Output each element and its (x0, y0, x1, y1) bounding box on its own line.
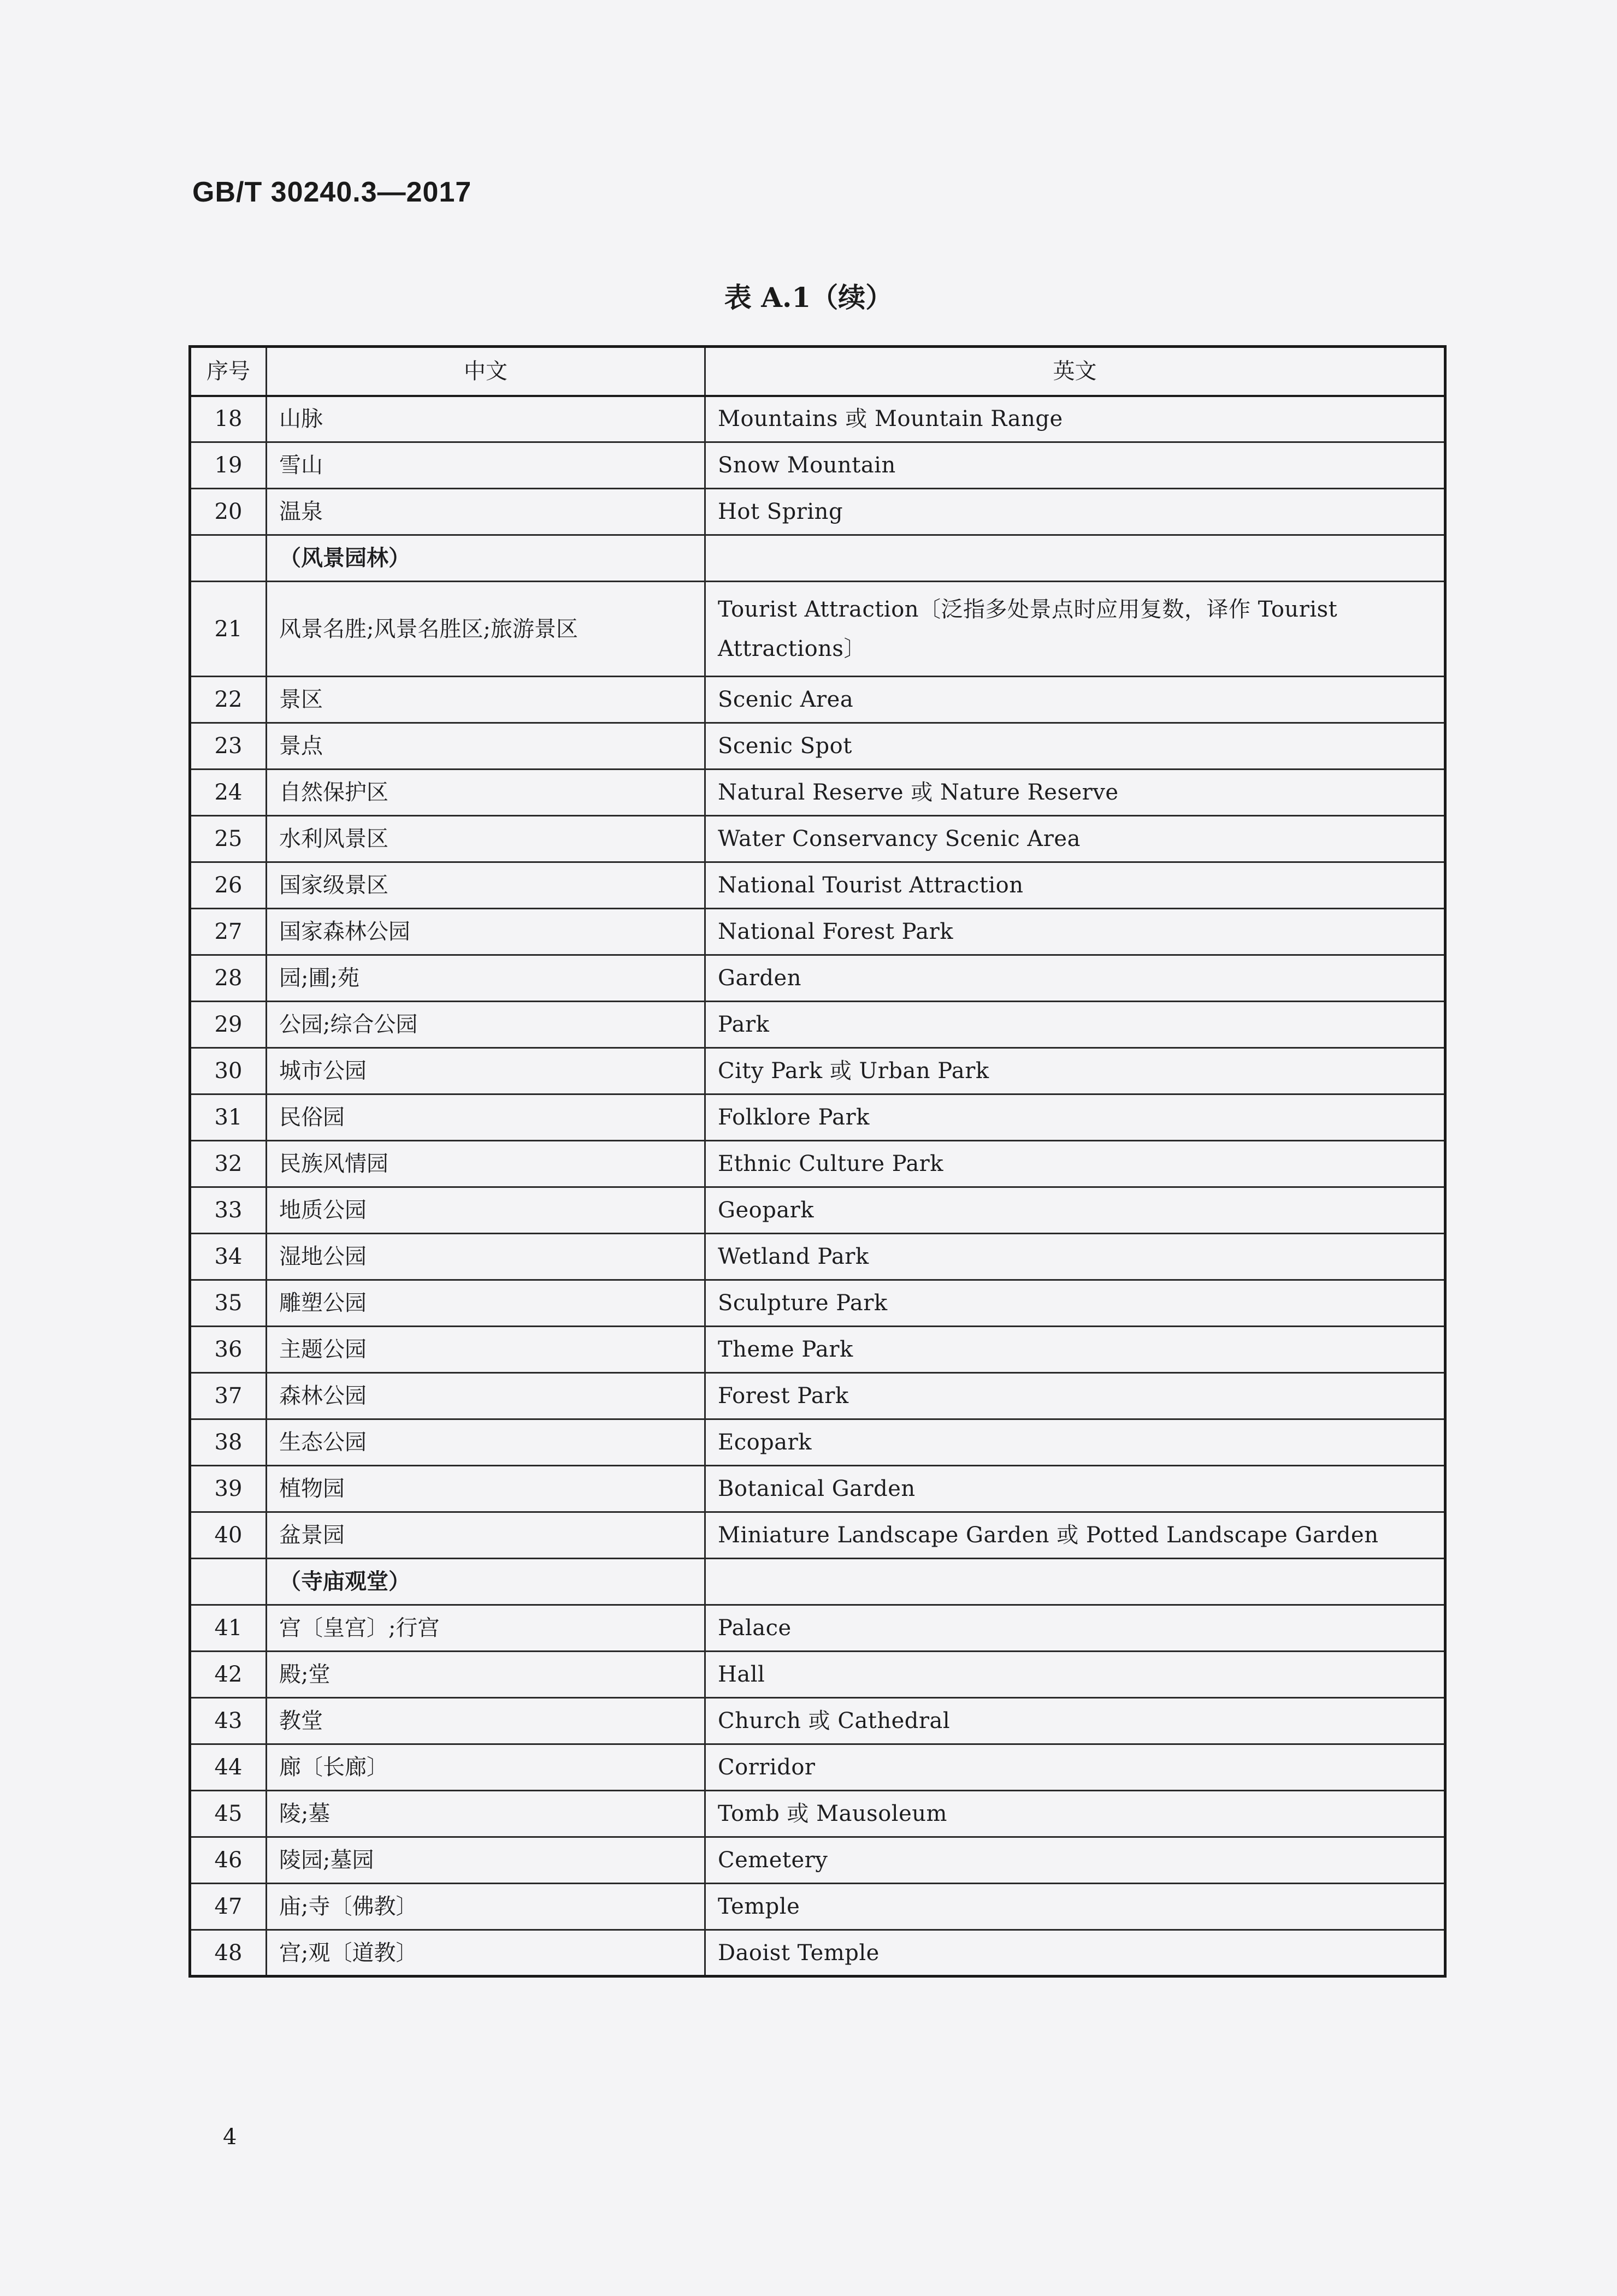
english-term-cell (705, 1559, 1445, 1605)
english-term-cell: Tourist Attraction〔泛指多处景点时应用复数，译作 Tourist Attractions〕 (705, 582, 1445, 677)
chinese-term-cell: 水利风景区 (267, 816, 705, 862)
english-term-cell: Geopark (705, 1187, 1445, 1234)
chinese-term-cell: （寺庙观堂） (267, 1559, 705, 1605)
row-number-cell (190, 535, 267, 582)
table-row (190, 1698, 1445, 1744)
english-term-cell: Water Conservancy Scenic Area (705, 816, 1445, 862)
row-number-cell: 43 (190, 1698, 267, 1744)
row-number-cell: 30 (190, 1048, 267, 1094)
table-row (190, 1884, 1445, 1930)
term-table-container (188, 345, 1444, 1978)
row-number-cell: 35 (190, 1280, 267, 1327)
table-caption: 表 A.1（续） (724, 281, 893, 313)
english-term-cell: National Forest Park (705, 909, 1445, 955)
english-term-cell: Ecopark (705, 1419, 1445, 1466)
chinese-term-cell: （风景园林） (267, 535, 705, 582)
row-number-cell: 36 (190, 1327, 267, 1373)
table-row (190, 1094, 1445, 1141)
header-english: 英文 (705, 347, 1445, 396)
english-term-cell: Wetland Park (705, 1234, 1445, 1280)
row-number-cell: 28 (190, 955, 267, 1002)
chinese-term-cell: 盆景园 (267, 1512, 705, 1559)
table-row (190, 1187, 1445, 1234)
table-row (190, 1512, 1445, 1559)
row-number-cell: 47 (190, 1884, 267, 1930)
page-number: 4 (223, 2125, 237, 2150)
standard-code: GB/T 30240.3—2017 (192, 176, 472, 208)
english-term-cell: Ethnic Culture Park (705, 1141, 1445, 1187)
chinese-term-cell: 生态公园 (267, 1419, 705, 1466)
english-term-cell: Miniature Landscape Garden 或 Potted Landscape Garden (705, 1512, 1445, 1559)
english-term-cell: Church 或 Cathedral (705, 1698, 1445, 1744)
chinese-term-cell: 陵;墓 (267, 1791, 705, 1837)
chinese-term-cell: 庙;寺〔佛教〕 (267, 1884, 705, 1930)
table-body (190, 396, 1445, 1977)
chinese-term-cell: 景点 (267, 723, 705, 770)
table-row (190, 489, 1445, 535)
row-number-cell: 40 (190, 1512, 267, 1559)
row-number-cell: 24 (190, 770, 267, 816)
chinese-term-cell: 廊〔长廊〕 (267, 1744, 705, 1791)
english-term-cell: Hall (705, 1652, 1445, 1698)
english-term-cell (705, 535, 1445, 582)
row-number-cell: 22 (190, 677, 267, 723)
row-number-cell: 23 (190, 723, 267, 770)
english-term-cell: Natural Reserve 或 Nature Reserve (705, 770, 1445, 816)
row-number-cell: 31 (190, 1094, 267, 1141)
english-term-cell: Cemetery (705, 1837, 1445, 1884)
english-term-cell: Scenic Spot (705, 723, 1445, 770)
row-number-cell: 41 (190, 1605, 267, 1652)
chinese-term-cell: 民族风情园 (267, 1141, 705, 1187)
chinese-term-cell: 森林公园 (267, 1373, 705, 1419)
chinese-term-cell: 湿地公园 (267, 1234, 705, 1280)
chinese-term-cell: 主题公园 (267, 1327, 705, 1373)
row-number-cell: 44 (190, 1744, 267, 1791)
row-number-cell: 48 (190, 1930, 267, 1977)
english-term-cell: Tomb 或 Mausoleum (705, 1791, 1445, 1837)
chinese-term-cell: 植物园 (267, 1466, 705, 1512)
chinese-term-cell: 国家森林公园 (267, 909, 705, 955)
table-row (190, 955, 1445, 1002)
section-header-row (190, 535, 1445, 582)
table-row (190, 1002, 1445, 1048)
term-table (188, 345, 1447, 1978)
row-number-cell: 25 (190, 816, 267, 862)
chinese-term-cell: 雪山 (267, 442, 705, 489)
table-row (190, 1373, 1445, 1419)
chinese-term-cell: 宫〔皇宫〕;行宫 (267, 1605, 705, 1652)
row-number-cell: 32 (190, 1141, 267, 1187)
table-row (190, 1930, 1445, 1977)
english-term-cell: City Park 或 Urban Park (705, 1048, 1445, 1094)
english-term-cell: Scenic Area (705, 677, 1445, 723)
row-number-cell: 26 (190, 862, 267, 909)
row-number-cell: 18 (190, 396, 267, 442)
chinese-term-cell: 国家级景区 (267, 862, 705, 909)
table-row (190, 1466, 1445, 1512)
header-chinese: 中文 (267, 347, 705, 396)
table-row (190, 1280, 1445, 1327)
row-number-cell: 37 (190, 1373, 267, 1419)
row-number-cell (190, 1559, 267, 1605)
table-row (190, 770, 1445, 816)
header-number: 序号 (190, 347, 267, 396)
table-row (190, 1652, 1445, 1698)
row-number-cell: 38 (190, 1419, 267, 1466)
table-row (190, 1791, 1445, 1837)
chinese-term-cell: 自然保护区 (267, 770, 705, 816)
row-number-cell: 19 (190, 442, 267, 489)
english-term-cell: Temple (705, 1884, 1445, 1930)
english-term-cell: National Tourist Attraction (705, 862, 1445, 909)
chinese-term-cell: 陵园;墓园 (267, 1837, 705, 1884)
chinese-term-cell: 教堂 (267, 1698, 705, 1744)
english-term-cell: Mountains 或 Mountain Range (705, 396, 1445, 442)
row-number-cell: 34 (190, 1234, 267, 1280)
english-term-cell: Park (705, 1002, 1445, 1048)
chinese-term-cell: 公园;综合公园 (267, 1002, 705, 1048)
english-term-cell: Snow Mountain (705, 442, 1445, 489)
row-number-cell: 42 (190, 1652, 267, 1698)
table-row (190, 582, 1445, 677)
row-number-cell: 27 (190, 909, 267, 955)
english-term-cell: Hot Spring (705, 489, 1445, 535)
table-row (190, 396, 1445, 442)
english-term-cell: Daoist Temple (705, 1930, 1445, 1977)
chinese-term-cell: 地质公园 (267, 1187, 705, 1234)
table-row (190, 1744, 1445, 1791)
row-number-cell: 45 (190, 1791, 267, 1837)
table-row (190, 1327, 1445, 1373)
english-term-cell: Sculpture Park (705, 1280, 1445, 1327)
chinese-term-cell: 民俗园 (267, 1094, 705, 1141)
table-row (190, 816, 1445, 862)
row-number-cell: 33 (190, 1187, 267, 1234)
table-row (190, 1419, 1445, 1466)
row-number-cell: 21 (190, 582, 267, 677)
section-header-row (190, 1559, 1445, 1605)
chinese-term-cell: 风景名胜;风景名胜区;旅游景区 (267, 582, 705, 677)
english-term-cell: Folklore Park (705, 1094, 1445, 1141)
english-term-cell: Garden (705, 955, 1445, 1002)
row-number-cell: 20 (190, 489, 267, 535)
chinese-term-cell: 园;圃;苑 (267, 955, 705, 1002)
chinese-term-cell: 殿;堂 (267, 1652, 705, 1698)
chinese-term-cell: 温泉 (267, 489, 705, 535)
chinese-term-cell: 宫;观〔道教〕 (267, 1930, 705, 1977)
row-number-cell: 46 (190, 1837, 267, 1884)
table-row (190, 862, 1445, 909)
row-number-cell: 39 (190, 1466, 267, 1512)
english-term-cell: Corridor (705, 1744, 1445, 1791)
english-term-cell: Forest Park (705, 1373, 1445, 1419)
chinese-term-cell: 景区 (267, 677, 705, 723)
english-term-cell: Theme Park (705, 1327, 1445, 1373)
table-row (190, 677, 1445, 723)
row-number-cell: 29 (190, 1002, 267, 1048)
table-row (190, 442, 1445, 489)
table-row (190, 1141, 1445, 1187)
table-row (190, 1605, 1445, 1652)
table-row (190, 1234, 1445, 1280)
table-header-row (190, 347, 1445, 396)
table-row (190, 909, 1445, 955)
chinese-term-cell: 城市公园 (267, 1048, 705, 1094)
table-row (190, 1837, 1445, 1884)
english-term-cell: Botanical Garden (705, 1466, 1445, 1512)
chinese-term-cell: 山脉 (267, 396, 705, 442)
table-row (190, 723, 1445, 770)
english-term-cell: Palace (705, 1605, 1445, 1652)
table-row (190, 1048, 1445, 1094)
chinese-term-cell: 雕塑公园 (267, 1280, 705, 1327)
